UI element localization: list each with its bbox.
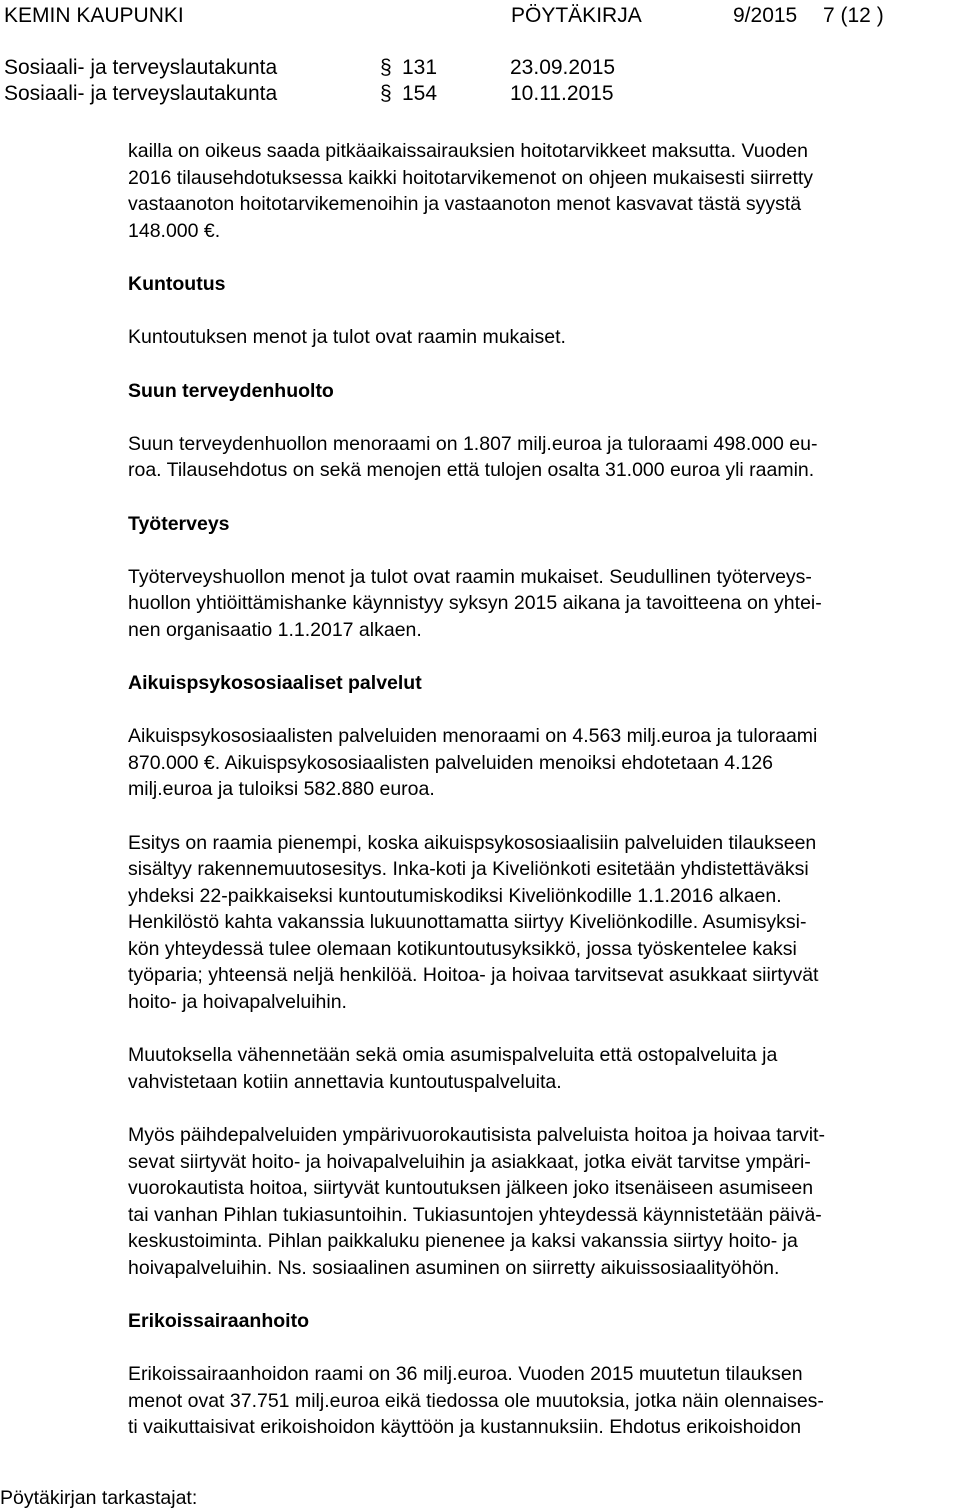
- footer-inspectors-label: Pöytäkirjan tarkastajat:: [0, 1487, 198, 1509]
- text-line: työparia; yhteensä neljä henkilöä. Hoitoa- ja hoivaa tarvitsevat asukkaat siirtyvät: [128, 964, 819, 986]
- text-line: vuorokautista hoitoa, siirtyvät kuntoutuksen jälkeen joko itsenäiseen asumiseen: [128, 1177, 814, 1199]
- text-line: huollon yhtiöittämishanke käynnistyy syksyn 2015 aikana ja tavoitteena on yhtei-: [128, 592, 822, 614]
- text-line: Erikoissairaanhoidon raami on 36 milj.euroa. Vuoden 2015 muutetun tilauksen: [128, 1363, 803, 1385]
- paragraph-suun-terveydenhuolto: [128, 431, 952, 484]
- section-number-1: 131: [402, 56, 438, 79]
- document-body: [128, 138, 952, 1468]
- paragraph-kuntoutus: [128, 324, 952, 351]
- text-line: Henkilöstö kahta vakanssia lukuunottamatta siirtyy Kiveliönkodille. Asumisyksi-: [128, 911, 807, 933]
- paragraph-tyoterveys: [128, 564, 952, 644]
- text-line: 148.000 €.: [128, 219, 221, 242]
- text-line: kailla on oikeus saada pitkäaikaissairauksien hoitotarvikkeet maksutta. Vuoden: [128, 140, 808, 162]
- heading-tyoterveys: Työterveys: [128, 512, 230, 535]
- heading-aikuispsykososiaaliset-palvelut: Aikuispsykososiaaliset palvelut: [128, 672, 422, 694]
- text-line: vahvistetaan kotiin annettavia kuntoutuspalveluita.: [128, 1070, 562, 1093]
- paragraph-aikuis-raami: [128, 723, 952, 803]
- text-line: Aikuispsykososiaalisten palveluiden menoraami on 4.563 milj.euroa ja tuloraami: [128, 725, 818, 747]
- text-line: ti vaikuttaisivat erikoishoidon käyttöön ja kustannuksiin. Ehdotus erikoishoidon: [128, 1416, 802, 1438]
- document-type: PÖYTÄKIRJA: [511, 4, 642, 27]
- text-line: vastaanoton hoitotarvikemenoihin ja vastaanoton menot kasvavat tästä syystä: [128, 193, 802, 215]
- text-line: milj.euroa ja tuloiksi 582.880 euroa.: [128, 778, 435, 800]
- paragraph-hoitotarvikkeet: [128, 138, 952, 244]
- text-line: nen organisaatio 1.1.2017 alkaen.: [128, 618, 422, 641]
- text-line: hoivapalveluihin. Ns. sosiaalinen asuminen on siirretty aikuissosiaalityöhön.: [128, 1256, 780, 1279]
- text-line: hoito- ja hoivapalveluihin.: [128, 990, 347, 1013]
- paragraph-aikuis-paihdepalvelut: [128, 1122, 952, 1281]
- heading-suun-terveydenhuolto: Suun terveydenhuolto: [128, 379, 334, 402]
- text-line: sisältyy rakennemuutosesitys. Inka-koti ja Kiveliönkoti esitetään yhdistettäväksi: [128, 858, 809, 880]
- text-line: Muutoksella vähennetään sekä omia asumispalveluita että ostopalveluita ja: [128, 1044, 778, 1066]
- text-line: Suun terveydenhuollon menoraami on 1.807 milj.euroa ja tuloraami 498.000 eu-: [128, 432, 818, 455]
- text-line: Työterveyshuollon menot ja tulot ovat raamin mukaiset. Seudullinen työterveys-: [128, 565, 812, 588]
- text-line: kön yhteydessä tulee olemaan kotikuntoutusyksikkö, jossa työskentelee kaksi: [128, 937, 797, 960]
- paragraph-aikuis-muutos: [128, 1042, 952, 1095]
- text-line: Myös päihdepalveluiden ympärivuorokautisista palveluista hoitoa ja hoivaa tarvit-: [128, 1124, 825, 1146]
- section-sign-2: §: [380, 82, 392, 105]
- page-number: 7 (12 ): [823, 4, 884, 27]
- board-name-1: Sosiaali- ja terveyslautakunta: [4, 56, 278, 79]
- text-line: roa. Tilausehdotus on sekä menojen että tulojen osalta 31.000 euroa yli raamin.: [128, 459, 815, 481]
- board-name-2: Sosiaali- ja terveyslautakunta: [4, 82, 278, 105]
- text-line: 870.000 €. Aikuispsykososiaalisten palveluiden menoiksi ehdotetaan 4.126: [128, 751, 774, 774]
- municipality-name: KEMIN KAUPUNKI: [4, 4, 184, 27]
- document-number: 9/2015: [733, 4, 798, 27]
- meeting-date-1: 23.09.2015: [510, 56, 616, 79]
- text-line: 2016 tilausehdotuksessa kaikki hoitotarvikemenot on ohjeen mukaisesti siirretty: [128, 166, 814, 189]
- section-number-2: 154: [402, 82, 438, 105]
- text-line: sevat siirtyvät hoito- ja hoivapalveluihin ja asiakkaat, jotka eivät tarvitse ympäri-: [128, 1150, 811, 1173]
- heading-erikoissairaanhoito: Erikoissairaanhoito: [128, 1310, 309, 1332]
- text-line: menot ovat 37.751 milj.euroa eikä tiedossa ole muutoksia, jotka näin olennaises-: [128, 1389, 824, 1412]
- meeting-date-2: 10.11.2015: [510, 82, 614, 105]
- text-line: Esitys on raamia pienempi, koska aikuispsykososiaalisiin palveluiden tilaukseen: [128, 831, 817, 854]
- text-line: Kuntoutuksen menot ja tulot ovat raamin mukaiset.: [128, 326, 566, 348]
- section-sign-1: §: [380, 56, 392, 79]
- heading-kuntoutus: Kuntoutus: [128, 273, 226, 295]
- text-line: tai vanhan Pihlan tukiasuntoihin. Tukiasuntojen yhteydessä käynnistetään päivä-: [128, 1203, 822, 1226]
- text-line: keskustoiminta. Pihlan paikkaluku pienenee ja kaksi vakanssia siirtyy hoito- ja: [128, 1230, 798, 1252]
- text-line: yhdeksi 22-paikkaiseksi kuntoutumiskodiksi Kiveliönkodille 1.1.2016 alkaen.: [128, 884, 782, 907]
- paragraph-aikuis-rakennemuutos: [128, 830, 952, 1016]
- paragraph-erikoissairaanhoito: [128, 1361, 952, 1441]
